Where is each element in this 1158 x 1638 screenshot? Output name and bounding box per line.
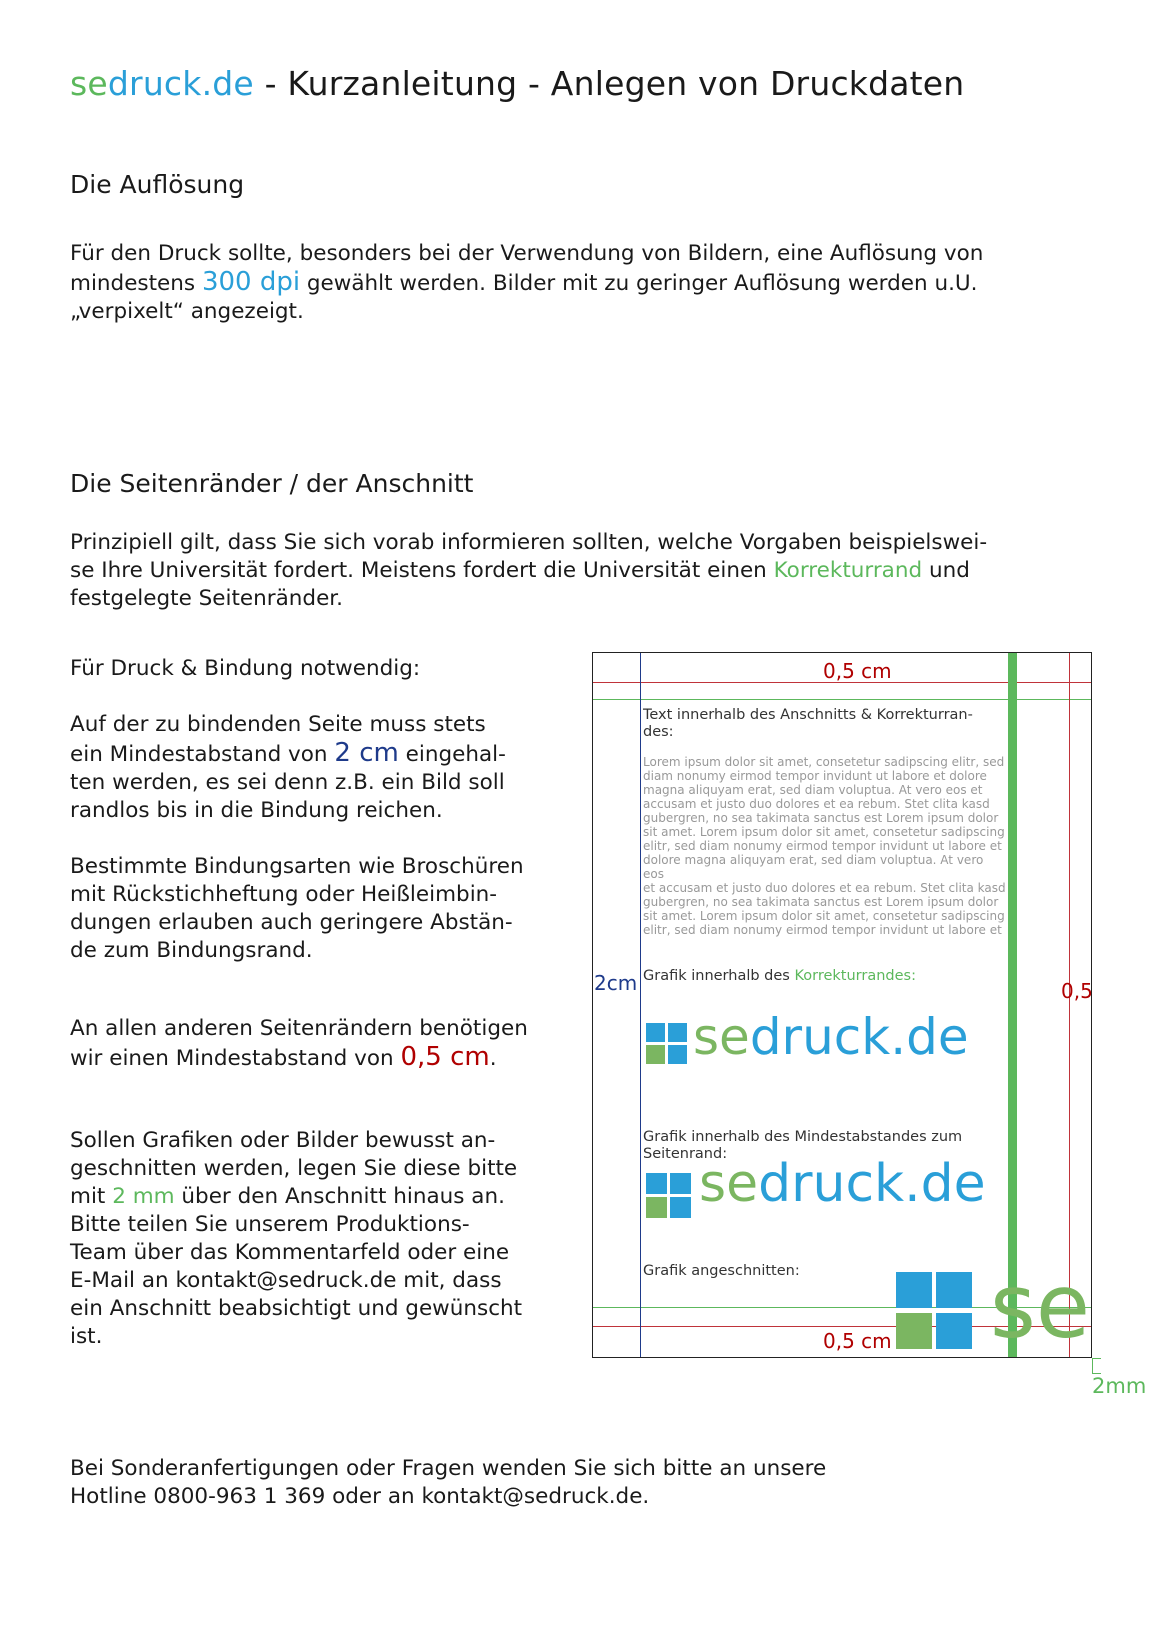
resolution-paragraph	[70, 240, 1100, 326]
footer-text: Bei Sonderanfertigungen oder Fragen wenden Sie sich bitte an unsere Hotline 0800-963 1 369 oder an kontakt@sedruck.de.	[70, 1456, 827, 1509]
sedruck-logo-2: sedruck.de	[699, 1154, 986, 1214]
text-line: Für den Druck sollte, besonders bei der Verwendung von Bildern, eine Auflösung von	[70, 241, 984, 266]
text-line: Prinzipiell gilt, dass Sie sich vorab informieren sollten, welche Vorgaben beispielswei-	[70, 530, 988, 555]
dim-bleed: 2mm	[1092, 1374, 1147, 1398]
logo-square	[896, 1313, 932, 1349]
logo-square	[936, 1313, 972, 1349]
right-margin-line	[1069, 653, 1070, 1357]
lorem-line: magna aliquyam erat, sed diam voluptua. At vero eos et	[643, 783, 983, 797]
binding-margin-line	[640, 653, 641, 1357]
page-title	[70, 64, 964, 103]
lorem-line: et accusam et justo duo dolores et ea rebum. Stet clita kasd	[643, 881, 1006, 895]
binding-edge-bar	[1008, 653, 1017, 1357]
sedruck-logo-1: sedruck.de	[693, 1008, 969, 1066]
lorem-line: diam nonumy eirmod tempor invidunt ut labore et dolore	[643, 769, 987, 783]
text-area-label: Text innerhalb des Anschnitts & Korrekturran- des:	[643, 707, 973, 740]
graphic-label-cut: Grafik angeschnitten:	[643, 1263, 800, 1279]
logo-square	[646, 1173, 667, 1194]
title-text: - Kurzanleitung - Anlegen von Druckdaten	[253, 64, 965, 103]
logo-square	[670, 1173, 691, 1194]
lorem-text	[643, 755, 1007, 937]
dim-right: 0,5	[1061, 979, 1093, 1003]
lorem-line: accusam et justo duo dolores et ea rebum. Stet clita kasd	[643, 797, 990, 811]
logo-square	[646, 1197, 667, 1218]
left-column-text: Für Druck & Bindung notwendig: Auf der zu bindenden Seite muss stets ein Mindestabstand von 2 cm eingehal- ten werden, es sei denn z.B. ein Bild soll randlos bis in die Bindung reichen. Bestimmte Bindungsarten wie Broschüren mit Rückstichheftung oder Heißleimbin- dungen erlauben auch geringere Abstän- de zum Bindungsrand. An allen anderen Seitenrändern benötigen wir einen Mindestabstand von 0,5 cm. Sollen Grafiken oder Bilder bewusst an- geschnitten werden, legen Sie diese bitte mit 2 mm über den Anschnitt hinaus an. Bitte teilen Sie unserem Produktions- Team über das Kommentarfeld oder eine E-Mail an kontakt@sedruck.de mit, dass ein Anschnitt beabsichtigt und gewünscht ist.	[70, 656, 528, 1349]
logo-square	[668, 1023, 687, 1042]
bleed-marker	[1092, 1358, 1101, 1374]
dpi-value: 300 dpi	[201, 267, 301, 297]
bleed-2mm: 2 mm	[112, 1184, 175, 1209]
lorem-line: elitr, sed diam nonumy eirmod tempor invidunt ut labore et	[643, 839, 1002, 853]
logo-square	[896, 1272, 932, 1308]
lorem-line: dolore magna aliquyam erat, sed diam voluptua. At vero eos	[643, 853, 984, 881]
min-distance-05cm: 0,5 cm	[400, 1042, 490, 1072]
text-line: festgelegte Seitenränder.	[70, 586, 343, 611]
graphic-label-correction: Grafik innerhalb des Korrekturrandes:	[643, 968, 916, 984]
dim-bottom: 0,5 cm	[823, 1329, 892, 1353]
text-line: „verpixelt“ angezeigt.	[70, 299, 304, 324]
section-heading-margins: Die Seitenränder / der Anschnitt	[70, 469, 474, 498]
logo-square	[668, 1045, 687, 1064]
lorem-line: gubergren, no sea takimata sanctus est Lorem ipsum dolor	[643, 895, 999, 909]
sedruck-logo-cut: se	[990, 1255, 1090, 1358]
dim-top: 0,5 cm	[823, 659, 892, 683]
lorem-line: gubergren, no sea takimata sanctus est Lorem ipsum dolor	[643, 811, 999, 825]
korrekturrand-term: Korrekturrand	[773, 558, 923, 583]
logo-square	[646, 1045, 665, 1064]
logo-square	[670, 1197, 691, 1218]
logo-square	[936, 1272, 972, 1308]
lorem-line: elitr, sed diam nonumy eirmod tempor invidunt ut labore et	[643, 923, 1002, 937]
text-line: se Ihre Universität fordert. Meistens fordert die Universität einen Korrekturrand und	[70, 558, 970, 583]
logo-square	[646, 1023, 665, 1042]
graphic-label-margin: Grafik innerhalb des Mindestabstandes zum Seitenrand:	[643, 1129, 963, 1162]
lorem-line: sit amet. Lorem ipsum dolor sit amet, consetetur sadipscing	[643, 909, 1005, 923]
lorem-line: Lorem ipsum dolor sit amet, consetetur sadipscing elitr, sed	[643, 755, 1005, 769]
text-line: mindestens 300 dpi gewählt werden. Bilder mit zu geringer Auflösung werden u.U.	[70, 267, 978, 297]
brand-rest: druck.de	[107, 64, 254, 103]
page-layout-diagram	[592, 652, 1092, 1358]
lorem-line: sit amet. Lorem ipsum dolor sit amet, consetetur sadipscing	[643, 825, 1005, 839]
section-heading-resolution: Die Auflösung	[70, 170, 245, 199]
brand-se: se	[70, 64, 108, 103]
min-distance-2cm: 2 cm	[334, 738, 399, 768]
margins-intro	[70, 529, 1120, 613]
dim-left: 2cm	[594, 971, 638, 995]
